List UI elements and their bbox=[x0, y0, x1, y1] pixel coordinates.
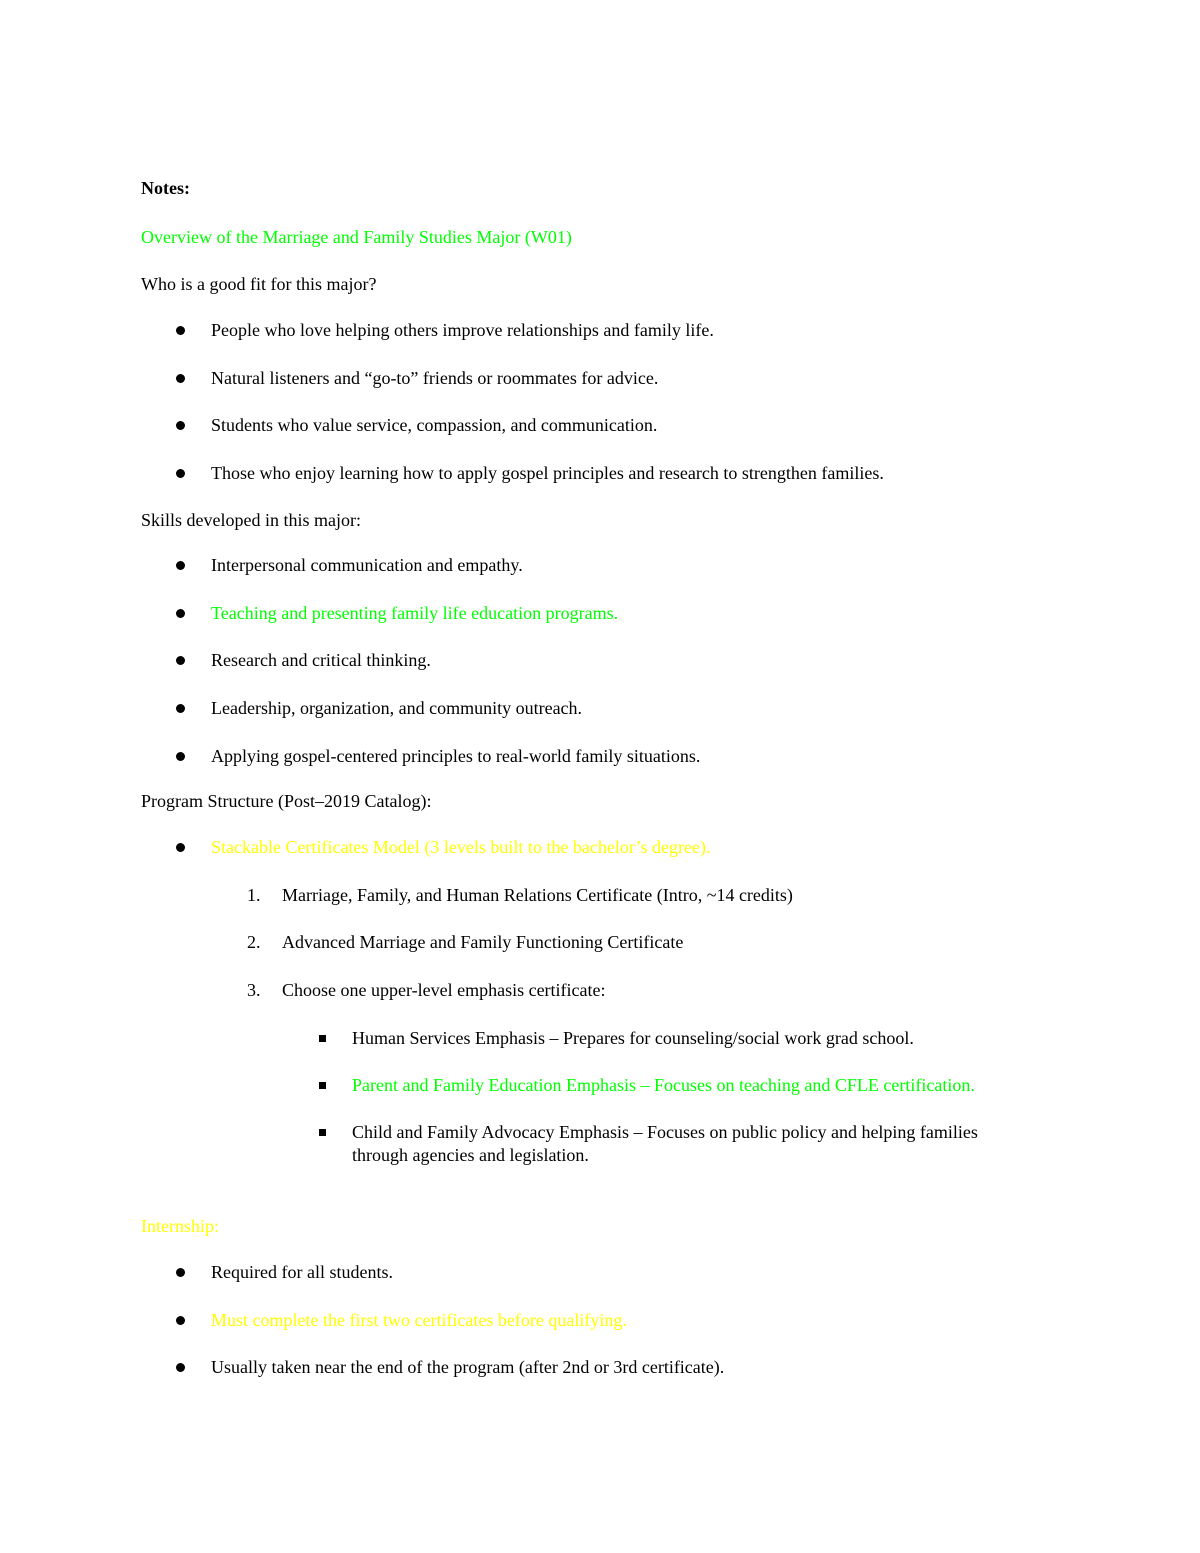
bullet-icon bbox=[176, 421, 185, 430]
square-bullet-icon bbox=[319, 1035, 326, 1042]
emphasis-item: Parent and Family Education Emphasis – Focuses on teaching and CFLE certification. bbox=[352, 1075, 975, 1095]
emphasis-item: Human Services Emphasis – Prepares for counseling/social work grad school. bbox=[352, 1028, 914, 1048]
bullet-icon bbox=[176, 374, 185, 383]
skills-heading: Skills developed in this major: bbox=[141, 510, 361, 530]
numbered-item: Marriage, Family, and Human Relations Certificate (Intro, ~14 credits) bbox=[282, 885, 793, 905]
notes-heading: Notes: bbox=[141, 178, 190, 198]
bullet-icon bbox=[176, 469, 185, 478]
list-item: Those who enjoy learning how to apply gospel principles and research to strengthen families. bbox=[211, 463, 884, 483]
list-number: 1. bbox=[247, 885, 261, 905]
bullet-icon bbox=[176, 752, 185, 761]
program-heading: Program Structure (Post–2019 Catalog): bbox=[141, 791, 432, 811]
list-item: People who love helping others improve relationships and family life. bbox=[211, 320, 714, 340]
program-model: Stackable Certificates Model (3 levels built to the bachelor’s degree). bbox=[211, 837, 711, 857]
list-item: Required for all students. bbox=[211, 1262, 393, 1282]
square-bullet-icon bbox=[319, 1082, 326, 1089]
bullet-icon bbox=[176, 609, 185, 618]
bullet-icon bbox=[176, 704, 185, 713]
list-item: Teaching and presenting family life education programs. bbox=[211, 603, 619, 623]
numbered-item: Choose one upper-level emphasis certificate: bbox=[282, 980, 606, 1000]
bullet-icon bbox=[176, 326, 185, 335]
bullet-icon bbox=[176, 1316, 185, 1325]
list-item: Usually taken near the end of the program (after 2nd or 3rd certificate). bbox=[211, 1357, 725, 1377]
bullet-icon bbox=[176, 1268, 185, 1277]
square-bullet-icon bbox=[319, 1129, 326, 1136]
overview-title: Overview of the Marriage and Family Studies Major (W01) bbox=[141, 227, 572, 247]
list-number: 3. bbox=[247, 980, 261, 1000]
list-item: Natural listeners and “go-to” friends or roommates for advice. bbox=[211, 368, 659, 388]
list-number: 2. bbox=[247, 932, 261, 952]
list-item: Interpersonal communication and empathy. bbox=[211, 555, 523, 575]
bullet-icon bbox=[176, 1363, 185, 1372]
list-item: Leadership, organization, and community outreach. bbox=[211, 698, 583, 718]
list-item: Applying gospel-centered principles to real-world family situations. bbox=[211, 746, 701, 766]
bullet-icon bbox=[176, 656, 185, 665]
bullet-icon bbox=[176, 561, 185, 570]
internship-heading: Internship: bbox=[141, 1216, 219, 1236]
list-item: Research and critical thinking. bbox=[211, 650, 431, 670]
fit-heading: Who is a good fit for this major? bbox=[141, 274, 377, 294]
list-item: Students who value service, compassion, and communication. bbox=[211, 415, 658, 435]
bullet-icon bbox=[176, 843, 185, 852]
list-item: Must complete the first two certificates before qualifying. bbox=[211, 1310, 627, 1330]
emphasis-item-continuation: through agencies and legislation. bbox=[352, 1145, 589, 1165]
emphasis-item: Child and Family Advocacy Emphasis – Focuses on public policy and helping families bbox=[352, 1122, 978, 1142]
numbered-item: Advanced Marriage and Family Functioning Certificate bbox=[282, 932, 684, 952]
